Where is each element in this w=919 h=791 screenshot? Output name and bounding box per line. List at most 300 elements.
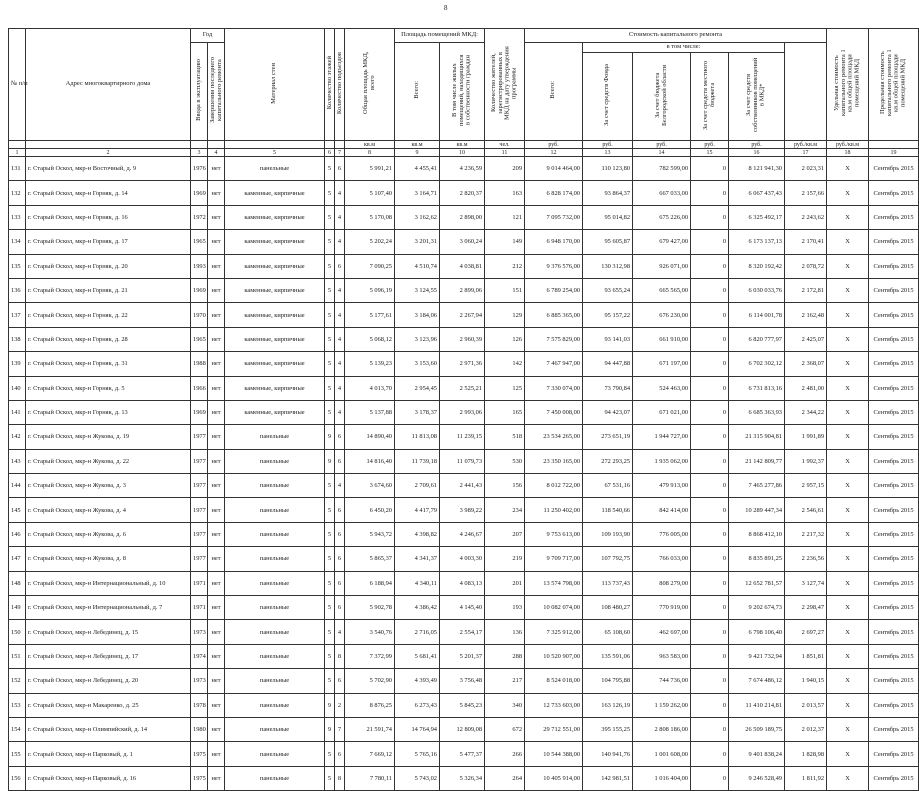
- residents-cell: 136: [485, 620, 525, 644]
- column-number-row-cell: 16: [729, 149, 785, 157]
- address-cell: г. Старый Оскол, мкр-н Жукова, д. 4: [26, 498, 191, 522]
- unit-cost-cell: 2 023,31: [785, 157, 827, 181]
- address-cell: г. Старый Оскол, мкр-н Интернациональный, д. 7: [26, 596, 191, 620]
- row-number: 132: [9, 181, 26, 205]
- last-repair-cell: нет: [208, 547, 225, 571]
- max-cost-cell: X: [827, 693, 869, 717]
- units-row-cell: руб.: [729, 141, 785, 149]
- residents-cell: 149: [485, 230, 525, 254]
- cost-local-cell: 0: [691, 474, 729, 498]
- cost-region-cell: 766 033,00: [633, 547, 691, 571]
- floors-cell: 9: [325, 717, 335, 741]
- residents-cell: 217: [485, 669, 525, 693]
- max-cost-cell: X: [827, 742, 869, 766]
- floors-cell: 5: [325, 278, 335, 302]
- unit-cost-cell: 2 344,22: [785, 400, 827, 424]
- cost-region-cell: 661 910,00: [633, 327, 691, 351]
- year-built-cell: 1975: [191, 742, 208, 766]
- area-total-cell: 5 865,37: [345, 547, 395, 571]
- cost-local-cell: 0: [691, 230, 729, 254]
- last-repair-cell: нет: [208, 425, 225, 449]
- area-all-cell: 4 340,11: [395, 571, 440, 595]
- plan-date-cell: Сентябрь 2015: [869, 254, 919, 278]
- units-row-cell: кв.м: [440, 141, 485, 149]
- max-cost-cell: X: [827, 596, 869, 620]
- plan-date-cell: Сентябрь 2015: [869, 669, 919, 693]
- address-cell: г. Старый Оскол, мкр-н Горняк, д. 21: [26, 278, 191, 302]
- area-total-cell: 4 013,70: [345, 376, 395, 400]
- material-cell: каменные, кирпичные: [225, 278, 325, 302]
- entrances-cell: 4: [335, 352, 345, 376]
- area-all-cell: 3 123,96: [395, 327, 440, 351]
- cost-fund-cell: 67 531,16: [583, 474, 633, 498]
- cost-fund-cell: 395 155,25: [583, 717, 633, 741]
- cost-owners-cell: 8 868 412,10: [729, 522, 785, 546]
- area-total-cell: 8 876,25: [345, 693, 395, 717]
- last-repair-cell: нет: [208, 596, 225, 620]
- residents-cell: 193: [485, 596, 525, 620]
- page-number: 8: [444, 4, 448, 12]
- address-cell: г. Старый Оскол, мкр-н Горняк, д. 13: [26, 400, 191, 424]
- row-number: 142: [9, 425, 26, 449]
- column-number-row: [9, 149, 919, 157]
- unit-cost-cell: 2 157,66: [785, 181, 827, 205]
- table-row: [9, 498, 919, 522]
- plan-date-cell: Сентябрь 2015: [869, 717, 919, 741]
- area-total-cell: 5 096,19: [345, 278, 395, 302]
- cost-local-cell: 0: [691, 547, 729, 571]
- cost-fund-cell: 94 423,07: [583, 400, 633, 424]
- area-all-cell: 4 510,74: [395, 254, 440, 278]
- residents-cell: 212: [485, 254, 525, 278]
- area-total-cell: 3 540,76: [345, 620, 395, 644]
- cost-owners-cell: 6 325 492,17: [729, 205, 785, 229]
- max-cost-cell: X: [827, 230, 869, 254]
- area-residential-cell: 4 003,30: [440, 547, 485, 571]
- area-all-cell: 11 813,08: [395, 425, 440, 449]
- cost-fund-cell: 163 126,19: [583, 693, 633, 717]
- entrances-cell: 4: [335, 474, 345, 498]
- cost-fund-cell: 107 792,75: [583, 547, 633, 571]
- row-number: 156: [9, 766, 26, 790]
- year-built-cell: 1975: [191, 766, 208, 790]
- area-all-cell: 4 393,49: [395, 669, 440, 693]
- cost-total-cell: 12 733 603,00: [525, 693, 583, 717]
- entrances-cell: 6: [335, 669, 345, 693]
- table-row: [9, 742, 919, 766]
- column-number-row-cell: 7: [335, 149, 345, 157]
- cost-total-cell: 10 405 914,00: [525, 766, 583, 790]
- floors-cell: 5: [325, 205, 335, 229]
- cost-local-cell: 0: [691, 303, 729, 327]
- area-all-cell: 4 417,79: [395, 498, 440, 522]
- cost-total-cell: 6 885 365,00: [525, 303, 583, 327]
- floors-cell: 5: [325, 498, 335, 522]
- cost-owners-cell: 11 410 214,81: [729, 693, 785, 717]
- area-residential-cell: 11 239,15: [440, 425, 485, 449]
- area-total-cell: 5 943,72: [345, 522, 395, 546]
- address-cell: г. Старый Оскол, мкр-н Горняк, д. 5: [26, 376, 191, 400]
- header-cost-local: За счет средств местного бюджета: [691, 53, 729, 141]
- area-all-cell: 3 153,60: [395, 352, 440, 376]
- cost-region-cell: 770 919,00: [633, 596, 691, 620]
- last-repair-cell: нет: [208, 766, 225, 790]
- address-cell: г. Старый Оскол, мкр-н Восточный, д. 9: [26, 157, 191, 181]
- cost-fund-cell: 95 605,87: [583, 230, 633, 254]
- area-total-cell: 7 090,25: [345, 254, 395, 278]
- plan-date-cell: Сентябрь 2015: [869, 230, 919, 254]
- entrances-cell: 4: [335, 327, 345, 351]
- year-built-cell: 1974: [191, 644, 208, 668]
- last-repair-cell: нет: [208, 181, 225, 205]
- area-residential-cell: 11 079,73: [440, 449, 485, 473]
- unit-cost-cell: 2 078,72: [785, 254, 827, 278]
- unit-cost-cell: 2 481,00: [785, 376, 827, 400]
- units-row-cell: руб./кв.м: [785, 141, 827, 149]
- area-residential-cell: 5 477,37: [440, 742, 485, 766]
- area-residential-cell: 4 038,81: [440, 254, 485, 278]
- cost-region-cell: 479 913,00: [633, 474, 691, 498]
- last-repair-cell: нет: [208, 278, 225, 302]
- column-number-row-cell: 14: [633, 149, 691, 157]
- area-all-cell: 5 743,02: [395, 766, 440, 790]
- cost-region-cell: 1 016 404,00: [633, 766, 691, 790]
- material-cell: каменные, кирпичные: [225, 327, 325, 351]
- last-repair-cell: нет: [208, 352, 225, 376]
- table-row: [9, 474, 919, 498]
- units-row-cell: [869, 141, 919, 149]
- address-cell: г. Старый Оскол, мкр-н Горняк, д. 22: [26, 303, 191, 327]
- row-number: 138: [9, 327, 26, 351]
- floors-cell: 5: [325, 303, 335, 327]
- row-number: 135: [9, 254, 26, 278]
- floors-cell: 5: [325, 742, 335, 766]
- entrances-cell: 4: [335, 620, 345, 644]
- units-row-cell: кв.м: [395, 141, 440, 149]
- cost-fund-cell: 93 655,24: [583, 278, 633, 302]
- residents-cell: 156: [485, 474, 525, 498]
- material-cell: панельные: [225, 425, 325, 449]
- column-number-row-cell: 2: [26, 149, 191, 157]
- material-cell: панельные: [225, 547, 325, 571]
- cost-region-cell: 679 427,00: [633, 230, 691, 254]
- cost-owners-cell: 9 421 732,94: [729, 644, 785, 668]
- cost-region-cell: 676 230,00: [633, 303, 691, 327]
- cost-total-cell: 29 712 551,00: [525, 717, 583, 741]
- max-cost-cell: X: [827, 644, 869, 668]
- column-number-row-cell: 19: [869, 149, 919, 157]
- row-number: 140: [9, 376, 26, 400]
- last-repair-cell: нет: [208, 254, 225, 278]
- unit-cost-cell: 2 697,27: [785, 620, 827, 644]
- row-number: 148: [9, 571, 26, 595]
- residents-cell: 266: [485, 742, 525, 766]
- material-cell: панельные: [225, 449, 325, 473]
- address-cell: г. Старый Оскол, мкр-н Горняк, д. 28: [26, 327, 191, 351]
- table-row: [9, 157, 919, 181]
- plan-date-cell: Сентябрь 2015: [869, 596, 919, 620]
- cost-owners-cell: 12 652 781,57: [729, 571, 785, 595]
- column-number-row-cell: 18: [827, 149, 869, 157]
- column-number-row-cell: 8: [345, 149, 395, 157]
- cost-local-cell: 0: [691, 327, 729, 351]
- plan-date-cell: Сентябрь 2015: [869, 352, 919, 376]
- table-row: [9, 230, 919, 254]
- residents-cell: 518: [485, 425, 525, 449]
- address-cell: г. Старый Оскол, мкр-н Горняк, д. 31: [26, 352, 191, 376]
- material-cell: панельные: [225, 717, 325, 741]
- area-all-cell: 2 709,61: [395, 474, 440, 498]
- cost-fund-cell: 73 790,84: [583, 376, 633, 400]
- entrances-cell: 6: [335, 522, 345, 546]
- table-row: [9, 547, 919, 571]
- cost-total-cell: 7 467 947,00: [525, 352, 583, 376]
- cost-total-cell: 9 014 464,00: [525, 157, 583, 181]
- residents-cell: 121: [485, 205, 525, 229]
- row-number: 134: [9, 230, 26, 254]
- entrances-cell: 2: [335, 693, 345, 717]
- residents-cell: 530: [485, 449, 525, 473]
- cost-region-cell: 667 033,00: [633, 181, 691, 205]
- table-row: [9, 717, 919, 741]
- cost-total-cell: 6 828 174,00: [525, 181, 583, 205]
- residents-cell: 129: [485, 303, 525, 327]
- table-row: [9, 376, 919, 400]
- area-total-cell: 21 591,74: [345, 717, 395, 741]
- cost-region-cell: 671 197,00: [633, 352, 691, 376]
- area-all-cell: 6 273,43: [395, 693, 440, 717]
- unit-cost-cell: 2 546,61: [785, 498, 827, 522]
- units-row-cell: [325, 141, 335, 149]
- area-all-cell: 4 398,82: [395, 522, 440, 546]
- cost-local-cell: 0: [691, 400, 729, 424]
- year-built-cell: 1969: [191, 278, 208, 302]
- unit-cost-cell: 2 012,37: [785, 717, 827, 741]
- row-number: 139: [9, 352, 26, 376]
- last-repair-cell: нет: [208, 693, 225, 717]
- unit-cost-cell: 2 172,81: [785, 278, 827, 302]
- table-row: [9, 766, 919, 790]
- column-number-row-cell: 10: [440, 149, 485, 157]
- residents-cell: 125: [485, 376, 525, 400]
- cost-region-cell: 744 736,00: [633, 669, 691, 693]
- entrances-cell: 6: [335, 547, 345, 571]
- cost-local-cell: 0: [691, 205, 729, 229]
- cost-owners-cell: 8 121 941,30: [729, 157, 785, 181]
- residents-cell: 165: [485, 400, 525, 424]
- address-cell: г. Старый Оскол, мкр-н Жукова, д. 19: [26, 425, 191, 449]
- max-cost-cell: X: [827, 669, 869, 693]
- cost-local-cell: 0: [691, 157, 729, 181]
- cost-owners-cell: 6 820 777,97: [729, 327, 785, 351]
- cost-owners-cell: 9 246 528,49: [729, 766, 785, 790]
- address-cell: г. Старый Оскол, мкр-н Лебединец, д. 17: [26, 644, 191, 668]
- units-row-cell: руб./кв.м: [827, 141, 869, 149]
- floors-cell: 5: [325, 327, 335, 351]
- plan-date-cell: Сентябрь 2015: [869, 547, 919, 571]
- units-row-cell: руб.: [583, 141, 633, 149]
- floors-cell: 5: [325, 352, 335, 376]
- material-cell: панельные: [225, 693, 325, 717]
- cost-owners-cell: 8 320 192,42: [729, 254, 785, 278]
- cost-fund-cell: 142 981,51: [583, 766, 633, 790]
- last-repair-cell: нет: [208, 498, 225, 522]
- cost-owners-cell: 9 202 674,73: [729, 596, 785, 620]
- area-total-cell: 5 107,40: [345, 181, 395, 205]
- plan-date-cell: Сентябрь 2015: [869, 571, 919, 595]
- max-cost-cell: X: [827, 449, 869, 473]
- cost-total-cell: 23 534 265,00: [525, 425, 583, 449]
- plan-date-cell: Сентябрь 2015: [869, 522, 919, 546]
- area-residential-cell: 2 993,06: [440, 400, 485, 424]
- last-repair-cell: нет: [208, 230, 225, 254]
- cost-fund-cell: 118 540,66: [583, 498, 633, 522]
- last-repair-cell: нет: [208, 303, 225, 327]
- cost-owners-cell: 6 702 302,12: [729, 352, 785, 376]
- area-total-cell: 6 450,20: [345, 498, 395, 522]
- unit-cost-cell: 2 162,48: [785, 303, 827, 327]
- area-total-cell: 5 177,61: [345, 303, 395, 327]
- max-cost-cell: X: [827, 498, 869, 522]
- address-cell: г. Старый Оскол, мкр-н Макаренко, д. 25: [26, 693, 191, 717]
- address-cell: г. Старый Оскол, мкр-н Олимпийский, д. 14: [26, 717, 191, 741]
- cost-total-cell: 23 350 165,00: [525, 449, 583, 473]
- year-built-cell: 1988: [191, 352, 208, 376]
- header-cost-owners: За счет средств собственников помещений в МКД*: [729, 53, 785, 141]
- entrances-cell: 4: [335, 376, 345, 400]
- unit-cost-cell: 2 298,47: [785, 596, 827, 620]
- units-row-cell: руб.: [633, 141, 691, 149]
- header-residents: Количество жителей, зарегистрированных в МКД на дату утверждения программы: [485, 29, 525, 141]
- floors-cell: 5: [325, 157, 335, 181]
- units-row-cell: руб.: [525, 141, 583, 149]
- plan-date-cell: Сентябрь 2015: [869, 400, 919, 424]
- entrances-cell: 6: [335, 157, 345, 181]
- area-all-cell: 4 341,37: [395, 547, 440, 571]
- table-body: [9, 157, 919, 791]
- cost-region-cell: 782 599,00: [633, 157, 691, 181]
- floors-cell: 9: [325, 693, 335, 717]
- max-cost-cell: X: [827, 181, 869, 205]
- cost-owners-cell: 10 289 447,34: [729, 498, 785, 522]
- last-repair-cell: нет: [208, 620, 225, 644]
- residents-cell: 234: [485, 498, 525, 522]
- entrances-cell: 8: [335, 644, 345, 668]
- max-cost-cell: X: [827, 522, 869, 546]
- residents-cell: 163: [485, 181, 525, 205]
- area-total-cell: 3 674,60: [345, 474, 395, 498]
- cost-total-cell: 7 325 912,00: [525, 620, 583, 644]
- cost-total-cell: 7 450 008,00: [525, 400, 583, 424]
- area-residential-cell: 4 145,40: [440, 596, 485, 620]
- unit-cost-cell: 2 217,32: [785, 522, 827, 546]
- material-cell: панельные: [225, 742, 325, 766]
- header-unit-cost: Удельная стоимость капитального ремонта 1 кв.м общей площади помещений МКД: [827, 29, 869, 141]
- area-residential-cell: 2 898,00: [440, 205, 485, 229]
- column-number-row-cell: 1: [9, 149, 26, 157]
- area-residential-cell: 2 554,17: [440, 620, 485, 644]
- floors-cell: 5: [325, 596, 335, 620]
- year-built-cell: 1973: [191, 669, 208, 693]
- address-cell: г. Старый Оскол, мкр-н Жукова, д. 3: [26, 474, 191, 498]
- table-row: [9, 327, 919, 351]
- area-all-cell: 5 765,16: [395, 742, 440, 766]
- housing-repair-table: [8, 28, 919, 791]
- cost-region-cell: 2 808 186,00: [633, 717, 691, 741]
- material-cell: панельные: [225, 571, 325, 595]
- area-all-cell: 4 455,41: [395, 157, 440, 181]
- row-number: 150: [9, 620, 26, 644]
- year-built-cell: 1971: [191, 596, 208, 620]
- plan-date-cell: Сентябрь 2015: [869, 425, 919, 449]
- cost-owners-cell: 8 835 891,25: [729, 547, 785, 571]
- floors-cell: 5: [325, 376, 335, 400]
- header-cost-group: Стоимость капитального ремонта: [525, 29, 827, 43]
- cost-owners-cell: 21 142 809,77: [729, 449, 785, 473]
- material-cell: панельные: [225, 669, 325, 693]
- cost-region-cell: 665 565,00: [633, 278, 691, 302]
- year-built-cell: 1970: [191, 303, 208, 327]
- row-number: 144: [9, 474, 26, 498]
- table-row: [9, 425, 919, 449]
- area-total-cell: 14 816,40: [345, 449, 395, 473]
- area-residential-cell: 4 083,13: [440, 571, 485, 595]
- table-row: [9, 205, 919, 229]
- area-residential-cell: 3 756,48: [440, 669, 485, 693]
- plan-date-cell: Сентябрь 2015: [869, 766, 919, 790]
- max-cost-cell: X: [827, 717, 869, 741]
- cost-fund-cell: 93 864,37: [583, 181, 633, 205]
- last-repair-cell: нет: [208, 669, 225, 693]
- table-header: [9, 29, 919, 141]
- cost-region-cell: 842 414,00: [633, 498, 691, 522]
- area-total-cell: 5 137,88: [345, 400, 395, 424]
- unit-cost-cell: 2 425,07: [785, 327, 827, 351]
- entrances-cell: 4: [335, 230, 345, 254]
- cost-local-cell: 0: [691, 181, 729, 205]
- max-cost-cell: X: [827, 620, 869, 644]
- cost-total-cell: 9 709 717,00: [525, 547, 583, 571]
- entrances-cell: 6: [335, 596, 345, 620]
- cost-fund-cell: 108 480,27: [583, 596, 633, 620]
- year-built-cell: 1976: [191, 157, 208, 181]
- cost-owners-cell: 6 731 813,16: [729, 376, 785, 400]
- material-cell: каменные, кирпичные: [225, 205, 325, 229]
- year-built-cell: 1971: [191, 571, 208, 595]
- floors-cell: 5: [325, 766, 335, 790]
- cost-fund-cell: 104 795,88: [583, 669, 633, 693]
- header-area-residential: В том числе жилых помещений, находящихся в собственности граждан: [440, 43, 485, 141]
- area-total-cell: 5 202,24: [345, 230, 395, 254]
- cost-local-cell: 0: [691, 596, 729, 620]
- header-num: № п/п: [9, 29, 26, 141]
- cost-owners-cell: 21 315 904,81: [729, 425, 785, 449]
- material-cell: панельные: [225, 596, 325, 620]
- cost-total-cell: 7 095 732,00: [525, 205, 583, 229]
- cost-owners-cell: 7 674 486,12: [729, 669, 785, 693]
- cost-total-cell: 13 574 798,00: [525, 571, 583, 595]
- entrances-cell: 6: [335, 498, 345, 522]
- cost-total-cell: 9 376 576,00: [525, 254, 583, 278]
- plan-date-cell: Сентябрь 2015: [869, 278, 919, 302]
- table-row: [9, 644, 919, 668]
- cost-local-cell: 0: [691, 644, 729, 668]
- header-area-group: Площадь помещений МКД:: [395, 29, 485, 43]
- entrances-cell: 6: [335, 742, 345, 766]
- year-built-cell: 1977: [191, 449, 208, 473]
- header-cost-incl: в том числе:: [583, 43, 785, 53]
- header-cost-fund: За счет средств Фонда: [583, 53, 633, 141]
